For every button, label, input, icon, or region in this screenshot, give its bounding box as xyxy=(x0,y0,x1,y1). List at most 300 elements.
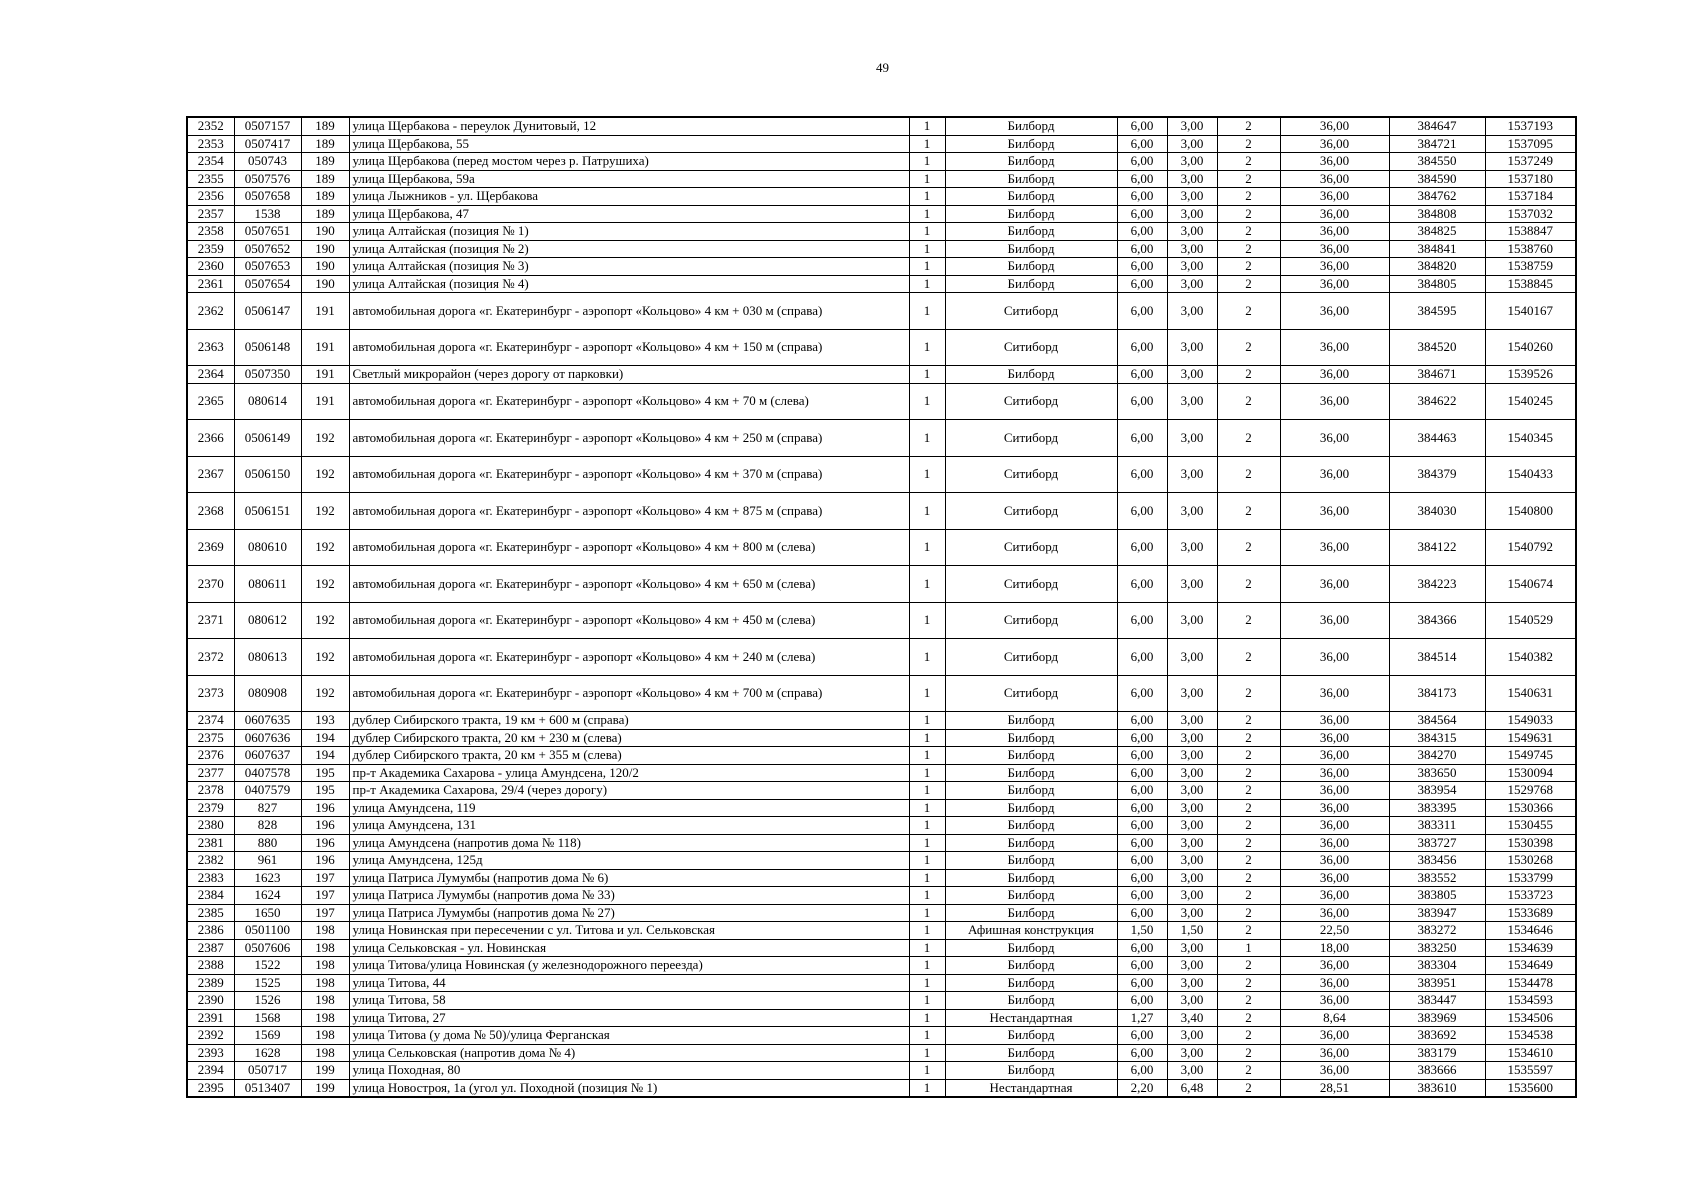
cell-area: 36,00 xyxy=(1280,834,1389,852)
cell-group: 194 xyxy=(301,729,349,747)
cell-code: 1650 xyxy=(234,904,301,922)
cell-code: 0506150 xyxy=(234,456,301,493)
cell-type: Ситиборд xyxy=(945,456,1117,493)
cell-group: 190 xyxy=(301,275,349,293)
cell-area: 36,00 xyxy=(1280,329,1389,366)
cell-address: улица Патриса Лумумбы (напротив дома № 33) xyxy=(349,887,909,905)
cell-sides: 2 xyxy=(1217,639,1280,676)
cell-width: 6,00 xyxy=(1117,974,1167,992)
cell-height: 3,00 xyxy=(1167,566,1217,603)
cell-area: 36,00 xyxy=(1280,639,1389,676)
cell-height: 3,00 xyxy=(1167,170,1217,188)
cell-coord-x: 384463 xyxy=(1389,420,1485,457)
cell-address: автомобильная дорога «г. Екатеринбург - аэропорт «Кольцово» 4 км + 240 м (слева) xyxy=(349,639,909,676)
cell-type: Ситиборд xyxy=(945,383,1117,420)
cell-group: 196 xyxy=(301,817,349,835)
cell-code: 0607636 xyxy=(234,729,301,747)
cell-area: 36,00 xyxy=(1280,1044,1389,1062)
cell-coord-x: 383666 xyxy=(1389,1062,1485,1080)
cell-code: 080908 xyxy=(234,675,301,712)
table-row xyxy=(187,153,1576,171)
cell-group: 199 xyxy=(301,1079,349,1097)
cell-coord-x: 383552 xyxy=(1389,869,1485,887)
cell-number: 2394 xyxy=(187,1062,234,1080)
cell-number: 2371 xyxy=(187,602,234,639)
cell-height: 3,00 xyxy=(1167,275,1217,293)
cell-group: 198 xyxy=(301,939,349,957)
cell-number: 2381 xyxy=(187,834,234,852)
cell-number: 2365 xyxy=(187,383,234,420)
cell-quantity: 1 xyxy=(909,1062,945,1080)
cell-group: 191 xyxy=(301,383,349,420)
cell-width: 6,00 xyxy=(1117,293,1167,330)
cell-coord-y: 1540345 xyxy=(1485,420,1576,457)
cell-area: 36,00 xyxy=(1280,223,1389,241)
cell-area: 36,00 xyxy=(1280,675,1389,712)
cell-number: 2377 xyxy=(187,764,234,782)
cell-group: 197 xyxy=(301,869,349,887)
cell-coord-y: 1540382 xyxy=(1485,639,1576,676)
cell-number: 2363 xyxy=(187,329,234,366)
cell-quantity: 1 xyxy=(909,817,945,835)
cell-group: 196 xyxy=(301,852,349,870)
cell-type: Ситиборд xyxy=(945,566,1117,603)
cell-type: Билборд xyxy=(945,939,1117,957)
table-row xyxy=(187,939,1576,957)
cell-sides: 2 xyxy=(1217,329,1280,366)
cell-coord-y: 1533799 xyxy=(1485,869,1576,887)
cell-coord-y: 1540674 xyxy=(1485,566,1576,603)
cell-group: 192 xyxy=(301,602,349,639)
cell-sides: 2 xyxy=(1217,420,1280,457)
cell-coord-x: 384647 xyxy=(1389,117,1485,135)
cell-code: 0507654 xyxy=(234,275,301,293)
cell-code: 0507652 xyxy=(234,240,301,258)
cell-area: 36,00 xyxy=(1280,153,1389,171)
cell-number: 2376 xyxy=(187,747,234,765)
cell-address: улица Амундсена, 119 xyxy=(349,799,909,817)
cell-sides: 2 xyxy=(1217,258,1280,276)
cell-address: улица Титова, 27 xyxy=(349,1009,909,1027)
cell-group: 198 xyxy=(301,992,349,1010)
table-row xyxy=(187,729,1576,747)
cell-area: 36,00 xyxy=(1280,383,1389,420)
cell-address: улица Алтайская (позиция № 1) xyxy=(349,223,909,241)
cell-type: Билборд xyxy=(945,153,1117,171)
cell-type: Билборд xyxy=(945,117,1117,135)
cell-group: 196 xyxy=(301,834,349,852)
cell-width: 1,27 xyxy=(1117,1009,1167,1027)
cell-height: 3,00 xyxy=(1167,747,1217,765)
cell-coord-y: 1540800 xyxy=(1485,493,1576,530)
cell-area: 36,00 xyxy=(1280,729,1389,747)
cell-quantity: 1 xyxy=(909,153,945,171)
cell-code: 880 xyxy=(234,834,301,852)
cell-coord-x: 384315 xyxy=(1389,729,1485,747)
cell-sides: 2 xyxy=(1217,170,1280,188)
cell-type: Ситиборд xyxy=(945,639,1117,676)
cell-coord-y: 1538759 xyxy=(1485,258,1576,276)
cell-group: 192 xyxy=(301,566,349,603)
cell-group: 191 xyxy=(301,293,349,330)
cell-sides: 2 xyxy=(1217,1009,1280,1027)
cell-coord-y: 1540433 xyxy=(1485,456,1576,493)
cell-coord-y: 1537180 xyxy=(1485,170,1576,188)
cell-sides: 2 xyxy=(1217,153,1280,171)
cell-area: 36,00 xyxy=(1280,456,1389,493)
cell-height: 3,00 xyxy=(1167,957,1217,975)
cell-coord-y: 1537095 xyxy=(1485,135,1576,153)
cell-coord-y: 1530268 xyxy=(1485,852,1576,870)
cell-width: 6,00 xyxy=(1117,117,1167,135)
cell-type: Билборд xyxy=(945,223,1117,241)
cell-number: 2385 xyxy=(187,904,234,922)
cell-type: Билборд xyxy=(945,764,1117,782)
cell-type: Билборд xyxy=(945,205,1117,223)
cell-number: 2379 xyxy=(187,799,234,817)
cell-address: дублер Сибирского тракта, 20 км + 355 м (слева) xyxy=(349,747,909,765)
cell-coord-x: 384223 xyxy=(1389,566,1485,603)
cell-type: Билборд xyxy=(945,957,1117,975)
cell-sides: 2 xyxy=(1217,887,1280,905)
table-row xyxy=(187,712,1576,730)
cell-code: 0513407 xyxy=(234,1079,301,1097)
cell-width: 6,00 xyxy=(1117,329,1167,366)
cell-number: 2366 xyxy=(187,420,234,457)
cell-quantity: 1 xyxy=(909,602,945,639)
cell-height: 3,00 xyxy=(1167,974,1217,992)
cell-sides: 2 xyxy=(1217,922,1280,940)
cell-number: 2353 xyxy=(187,135,234,153)
cell-area: 36,00 xyxy=(1280,957,1389,975)
cell-type: Ситиборд xyxy=(945,420,1117,457)
cell-number: 2395 xyxy=(187,1079,234,1097)
cell-type: Билборд xyxy=(945,747,1117,765)
cell-height: 6,48 xyxy=(1167,1079,1217,1097)
cell-coord-x: 384564 xyxy=(1389,712,1485,730)
cell-address: улица Алтайская (позиция № 4) xyxy=(349,275,909,293)
cell-width: 6,00 xyxy=(1117,817,1167,835)
cell-number: 2387 xyxy=(187,939,234,957)
cell-width: 6,00 xyxy=(1117,764,1167,782)
cell-height: 3,00 xyxy=(1167,293,1217,330)
table-row xyxy=(187,602,1576,639)
cell-area: 28,51 xyxy=(1280,1079,1389,1097)
cell-coord-y: 1534610 xyxy=(1485,1044,1576,1062)
cell-number: 2362 xyxy=(187,293,234,330)
cell-code: 0506151 xyxy=(234,493,301,530)
cell-coord-x: 384514 xyxy=(1389,639,1485,676)
table-row xyxy=(187,329,1576,366)
cell-coord-x: 383311 xyxy=(1389,817,1485,835)
cell-width: 6,00 xyxy=(1117,729,1167,747)
cell-width: 6,00 xyxy=(1117,258,1167,276)
cell-address: Светлый микрорайон (через дорогу от парковки) xyxy=(349,366,909,384)
cell-quantity: 1 xyxy=(909,240,945,258)
cell-type: Билборд xyxy=(945,887,1117,905)
cell-coord-x: 384721 xyxy=(1389,135,1485,153)
cell-quantity: 1 xyxy=(909,383,945,420)
cell-address: автомобильная дорога «г. Екатеринбург - аэропорт «Кольцово» 4 км + 450 м (слева) xyxy=(349,602,909,639)
cell-coord-x: 383969 xyxy=(1389,1009,1485,1027)
cell-area: 36,00 xyxy=(1280,992,1389,1010)
cell-type: Билборд xyxy=(945,1044,1117,1062)
cell-width: 6,00 xyxy=(1117,170,1167,188)
cell-sides: 2 xyxy=(1217,205,1280,223)
cell-area: 36,00 xyxy=(1280,420,1389,457)
cell-coord-x: 384520 xyxy=(1389,329,1485,366)
cell-sides: 2 xyxy=(1217,1079,1280,1097)
cell-width: 6,00 xyxy=(1117,223,1167,241)
cell-number: 2370 xyxy=(187,566,234,603)
cell-area: 36,00 xyxy=(1280,817,1389,835)
cell-sides: 2 xyxy=(1217,493,1280,530)
cell-code: 050717 xyxy=(234,1062,301,1080)
table-row xyxy=(187,922,1576,940)
cell-height: 3,00 xyxy=(1167,329,1217,366)
cell-number: 2392 xyxy=(187,1027,234,1045)
cell-area: 36,00 xyxy=(1280,293,1389,330)
table-row xyxy=(187,834,1576,852)
page-number: 49 xyxy=(876,60,889,75)
cell-coord-y: 1538760 xyxy=(1485,240,1576,258)
cell-number: 2364 xyxy=(187,366,234,384)
cell-width: 6,00 xyxy=(1117,904,1167,922)
cell-code: 0507653 xyxy=(234,258,301,276)
cell-height: 3,00 xyxy=(1167,799,1217,817)
cell-width: 6,00 xyxy=(1117,1062,1167,1080)
cell-height: 3,00 xyxy=(1167,729,1217,747)
cell-sides: 2 xyxy=(1217,817,1280,835)
cell-width: 6,00 xyxy=(1117,852,1167,870)
cell-sides: 2 xyxy=(1217,974,1280,992)
cell-address: автомобильная дорога «г. Екатеринбург - аэропорт «Кольцово» 4 км + 875 м (справа) xyxy=(349,493,909,530)
cell-code: 0407578 xyxy=(234,764,301,782)
table-row xyxy=(187,1027,1576,1045)
cell-code: 1526 xyxy=(234,992,301,1010)
cell-coord-x: 384366 xyxy=(1389,602,1485,639)
cell-number: 2375 xyxy=(187,729,234,747)
cell-area: 36,00 xyxy=(1280,974,1389,992)
cell-sides: 2 xyxy=(1217,869,1280,887)
cell-coord-y: 1537032 xyxy=(1485,205,1576,223)
cell-type: Ситиборд xyxy=(945,675,1117,712)
cell-type: Билборд xyxy=(945,366,1117,384)
cell-coord-y: 1535600 xyxy=(1485,1079,1576,1097)
cell-quantity: 1 xyxy=(909,712,945,730)
cell-code: 0507606 xyxy=(234,939,301,957)
cell-quantity: 1 xyxy=(909,366,945,384)
cell-quantity: 1 xyxy=(909,764,945,782)
cell-number: 2372 xyxy=(187,639,234,676)
cell-number: 2369 xyxy=(187,529,234,566)
cell-coord-x: 383650 xyxy=(1389,764,1485,782)
table-row xyxy=(187,817,1576,835)
cell-area: 36,00 xyxy=(1280,852,1389,870)
cell-quantity: 1 xyxy=(909,939,945,957)
cell-code: 1624 xyxy=(234,887,301,905)
cell-height: 3,00 xyxy=(1167,153,1217,171)
table-row xyxy=(187,275,1576,293)
cell-sides: 2 xyxy=(1217,117,1280,135)
cell-coord-x: 384825 xyxy=(1389,223,1485,241)
cell-code: 828 xyxy=(234,817,301,835)
cell-quantity: 1 xyxy=(909,420,945,457)
cell-type: Ситиборд xyxy=(945,602,1117,639)
cell-type: Ситиборд xyxy=(945,493,1117,530)
cell-width: 6,00 xyxy=(1117,366,1167,384)
cell-group: 191 xyxy=(301,329,349,366)
cell-sides: 2 xyxy=(1217,529,1280,566)
cell-coord-x: 383456 xyxy=(1389,852,1485,870)
cell-coord-y: 1534649 xyxy=(1485,957,1576,975)
cell-area: 36,00 xyxy=(1280,747,1389,765)
cell-coord-x: 383395 xyxy=(1389,799,1485,817)
cell-address: улица Сельковская (напротив дома № 4) xyxy=(349,1044,909,1062)
cell-address: автомобильная дорога «г. Екатеринбург - аэропорт «Кольцово» 4 км + 70 м (слева) xyxy=(349,383,909,420)
cell-area: 36,00 xyxy=(1280,799,1389,817)
cell-quantity: 1 xyxy=(909,205,945,223)
cell-height: 1,50 xyxy=(1167,922,1217,940)
cell-height: 3,00 xyxy=(1167,887,1217,905)
cell-height: 3,00 xyxy=(1167,712,1217,730)
cell-group: 198 xyxy=(301,1044,349,1062)
cell-area: 36,00 xyxy=(1280,188,1389,206)
cell-coord-x: 383272 xyxy=(1389,922,1485,940)
cell-number: 2358 xyxy=(187,223,234,241)
cell-code: 080611 xyxy=(234,566,301,603)
cell-coord-y: 1539526 xyxy=(1485,366,1576,384)
cell-area: 36,00 xyxy=(1280,869,1389,887)
cell-height: 3,00 xyxy=(1167,188,1217,206)
table-row xyxy=(187,456,1576,493)
cell-area: 8,64 xyxy=(1280,1009,1389,1027)
cell-coord-y: 1533689 xyxy=(1485,904,1576,922)
cell-coord-y: 1530455 xyxy=(1485,817,1576,835)
cell-quantity: 1 xyxy=(909,729,945,747)
cell-number: 2352 xyxy=(187,117,234,135)
cell-width: 6,00 xyxy=(1117,420,1167,457)
cell-code: 0607637 xyxy=(234,747,301,765)
cell-sides: 2 xyxy=(1217,1062,1280,1080)
cell-area: 36,00 xyxy=(1280,712,1389,730)
cell-coord-y: 1549745 xyxy=(1485,747,1576,765)
cell-address: пр-т Академика Сахарова, 29/4 (через дорогу) xyxy=(349,782,909,800)
table-row xyxy=(187,1062,1576,1080)
cell-quantity: 1 xyxy=(909,747,945,765)
cell-height: 3,00 xyxy=(1167,869,1217,887)
cell-code: 080610 xyxy=(234,529,301,566)
cell-sides: 2 xyxy=(1217,223,1280,241)
cell-height: 3,00 xyxy=(1167,1044,1217,1062)
cell-group: 192 xyxy=(301,529,349,566)
cell-group: 192 xyxy=(301,493,349,530)
cell-number: 2356 xyxy=(187,188,234,206)
cell-code: 080614 xyxy=(234,383,301,420)
cell-height: 3,00 xyxy=(1167,764,1217,782)
cell-address: улица Титова, 58 xyxy=(349,992,909,1010)
cell-area: 36,00 xyxy=(1280,602,1389,639)
cell-coord-y: 1538845 xyxy=(1485,275,1576,293)
cell-address: автомобильная дорога «г. Екатеринбург - аэропорт «Кольцово» 4 км + 150 м (справа) xyxy=(349,329,909,366)
cell-address: улица Амундсена, 131 xyxy=(349,817,909,835)
cell-address: автомобильная дорога «г. Екатеринбург - аэропорт «Кольцово» 4 км + 700 м (справа) xyxy=(349,675,909,712)
cell-address: улица Лыжников - ул. Щербакова xyxy=(349,188,909,206)
table-row xyxy=(187,675,1576,712)
cell-coord-x: 384379 xyxy=(1389,456,1485,493)
cell-group: 198 xyxy=(301,974,349,992)
cell-code: 961 xyxy=(234,852,301,870)
cell-quantity: 1 xyxy=(909,275,945,293)
cell-type: Билборд xyxy=(945,712,1117,730)
cell-code: 080613 xyxy=(234,639,301,676)
cell-area: 36,00 xyxy=(1280,135,1389,153)
cell-code: 1538 xyxy=(234,205,301,223)
cell-height: 3,00 xyxy=(1167,782,1217,800)
cell-code: 0507157 xyxy=(234,117,301,135)
cell-height: 3,00 xyxy=(1167,1027,1217,1045)
cell-quantity: 1 xyxy=(909,799,945,817)
table-row xyxy=(187,258,1576,276)
cell-type: Билборд xyxy=(945,834,1117,852)
cell-width: 2,20 xyxy=(1117,1079,1167,1097)
cell-coord-y: 1537184 xyxy=(1485,188,1576,206)
cell-height: 3,00 xyxy=(1167,205,1217,223)
cell-quantity: 1 xyxy=(909,957,945,975)
cell-address: улица Щербакова (перед мостом через р. Патрушиха) xyxy=(349,153,909,171)
cell-width: 6,00 xyxy=(1117,153,1167,171)
cell-area: 36,00 xyxy=(1280,366,1389,384)
cell-number: 2384 xyxy=(187,887,234,905)
cell-area: 36,00 xyxy=(1280,529,1389,566)
cell-group: 189 xyxy=(301,135,349,153)
cell-coord-y: 1534639 xyxy=(1485,939,1576,957)
cell-width: 6,00 xyxy=(1117,135,1167,153)
cell-group: 190 xyxy=(301,258,349,276)
table-row xyxy=(187,366,1576,384)
cell-code: 1628 xyxy=(234,1044,301,1062)
cell-area: 36,00 xyxy=(1280,117,1389,135)
cell-address: пр-т Академика Сахарова - улица Амундсена, 120/2 xyxy=(349,764,909,782)
cell-coord-y: 1530094 xyxy=(1485,764,1576,782)
cell-address: автомобильная дорога «г. Екатеринбург - аэропорт «Кольцово» 4 км + 250 м (справа) xyxy=(349,420,909,457)
cell-group: 192 xyxy=(301,639,349,676)
cell-width: 6,00 xyxy=(1117,782,1167,800)
cell-area: 36,00 xyxy=(1280,170,1389,188)
cell-coord-y: 1540631 xyxy=(1485,675,1576,712)
cell-coord-x: 384820 xyxy=(1389,258,1485,276)
cell-coord-y: 1537193 xyxy=(1485,117,1576,135)
cell-number: 2393 xyxy=(187,1044,234,1062)
cell-sides: 2 xyxy=(1217,293,1280,330)
cell-height: 3,00 xyxy=(1167,834,1217,852)
cell-group: 195 xyxy=(301,782,349,800)
cell-group: 198 xyxy=(301,922,349,940)
cell-area: 22,50 xyxy=(1280,922,1389,940)
cell-sides: 2 xyxy=(1217,852,1280,870)
cell-area: 36,00 xyxy=(1280,205,1389,223)
table-row xyxy=(187,1009,1576,1027)
cell-type: Билборд xyxy=(945,135,1117,153)
cell-group: 193 xyxy=(301,712,349,730)
cell-code: 1525 xyxy=(234,974,301,992)
cell-area: 18,00 xyxy=(1280,939,1389,957)
cell-width: 6,00 xyxy=(1117,639,1167,676)
cell-sides: 2 xyxy=(1217,456,1280,493)
cell-coord-x: 384173 xyxy=(1389,675,1485,712)
cell-coord-x: 383250 xyxy=(1389,939,1485,957)
cell-code: 0506149 xyxy=(234,420,301,457)
